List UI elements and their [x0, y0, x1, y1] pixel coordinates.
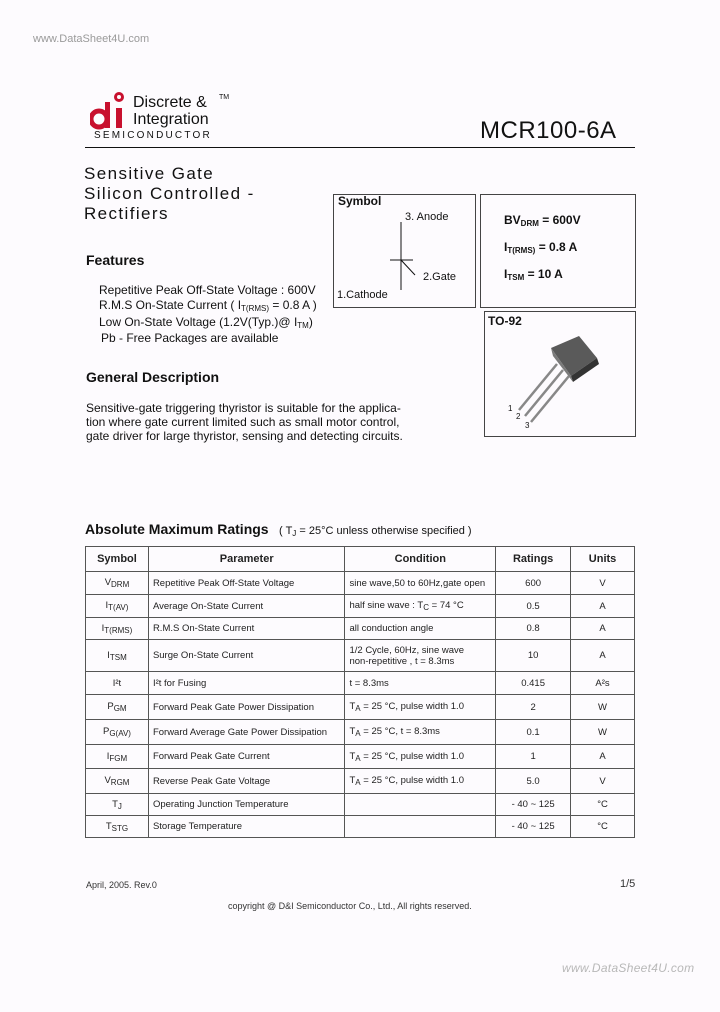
- logo-text-semiconductor: SEMICONDUCTOR: [94, 130, 212, 141]
- header-ratings: Ratings: [496, 547, 571, 572]
- unit-value: °C: [597, 821, 608, 832]
- symbol-sub: G(AV): [109, 729, 131, 738]
- symbol-anode-label: 3. Anode: [405, 211, 449, 223]
- condition-sub: A: [355, 704, 361, 713]
- general-description-line-2: tion where gate current limited such as small motor control,: [86, 415, 400, 429]
- title-line-1: Sensitive Gate: [84, 164, 215, 183]
- condition-post: = 74 °C: [431, 600, 464, 611]
- cell-parameter: [148, 769, 345, 794]
- ratings-note-post: = 25°C unless otherwise specified ): [299, 525, 472, 537]
- cell-unit: [571, 720, 635, 745]
- watermark-bottom: www.DataSheet4U.com: [562, 961, 695, 975]
- unit-value: A: [599, 751, 606, 762]
- cell-unit: [571, 618, 635, 640]
- parameter-text: Average On-State Current: [152, 600, 264, 612]
- rating-value: 0.5: [526, 600, 540, 612]
- unit-value: °C: [597, 799, 608, 810]
- unit-value: V: [599, 577, 606, 589]
- cell-condition: [345, 695, 496, 720]
- cell-symbol: [86, 816, 149, 838]
- unit-value: A: [599, 623, 606, 634]
- header-condition: Condition: [345, 547, 496, 572]
- cell-unit: [571, 672, 635, 695]
- logo-trademark: TM: [219, 94, 230, 101]
- cell-condition: [345, 640, 496, 672]
- cell-condition: [345, 672, 496, 695]
- cell-parameter: [148, 816, 345, 838]
- cell-condition: [345, 794, 496, 816]
- symbol-main: V: [104, 775, 111, 786]
- cell-rating: [496, 595, 571, 618]
- cell-unit: [571, 595, 635, 618]
- feature-item-4: Pb - Free Packages are available: [101, 331, 279, 345]
- symbol-sub: T(AV): [108, 603, 129, 612]
- unit-value: V: [599, 775, 606, 787]
- unit-value: A: [599, 650, 606, 661]
- spec-bvdrm-symbol: BV: [504, 213, 521, 227]
- rating-value: 0.8: [526, 623, 540, 634]
- symbol-main: P: [107, 701, 114, 712]
- condition-post: = 25 °C, t = 8.3ms: [363, 726, 440, 737]
- cell-rating: [496, 672, 571, 695]
- spec-itrms: [504, 240, 577, 255]
- feature-item-2-sub: T(RMS): [241, 304, 270, 313]
- cell-condition: [345, 595, 496, 618]
- symbol-main: I²t: [112, 677, 122, 689]
- table-row: [86, 595, 635, 618]
- rating-value: - 40 ~ 125: [511, 821, 555, 832]
- feature-item-2-text: R.M.S On-State Current ( I: [99, 298, 242, 312]
- parameter-text: Operating Junction Temperature: [152, 799, 289, 810]
- parameter-text: Forward Peak Gate Current: [152, 751, 270, 762]
- parameter-text: Surge On-State Current: [152, 650, 254, 661]
- general-description-line-1: Sensitive-gate triggering thyristor is suitable for the applica-: [86, 401, 401, 415]
- condition-post: = 25 °C, pulse width 1.0: [363, 701, 464, 712]
- package-title: TO-92: [488, 314, 522, 328]
- cell-rating: [496, 572, 571, 595]
- spec-itsm: [504, 267, 563, 282]
- cell-condition: [345, 720, 496, 745]
- symbol-sub: J: [117, 801, 122, 811]
- watermark-top: www.DataSheet4U.com: [33, 33, 150, 45]
- feature-item-1: Repetitive Peak Off-State Voltage : 600V: [99, 283, 316, 297]
- cell-symbol: [86, 595, 149, 618]
- cell-rating: [496, 816, 571, 838]
- symbol-main: P: [102, 726, 110, 737]
- table-row: [86, 695, 635, 720]
- table-row: [86, 745, 635, 769]
- features-heading: Features: [86, 252, 145, 268]
- cell-symbol: [86, 695, 149, 720]
- condition-sub: A: [355, 778, 361, 787]
- cell-condition: [345, 816, 496, 838]
- unit-value: A: [599, 600, 606, 612]
- symbol-main: I: [105, 600, 109, 611]
- cell-symbol: [86, 618, 149, 640]
- ratings-heading: Absolute Maximum Ratings: [85, 521, 269, 537]
- condition-text: T: [349, 750, 356, 762]
- rating-value: 5.0: [526, 775, 540, 787]
- title-line-2: Silicon Controlled -: [84, 184, 255, 203]
- feature-item-2: [99, 298, 317, 313]
- cell-condition: [345, 618, 496, 640]
- table-row: [86, 816, 635, 838]
- part-number: MCR100-6A: [480, 117, 617, 144]
- symbol-title: Symbol: [338, 194, 382, 208]
- cell-symbol: [86, 672, 149, 695]
- cell-symbol: [86, 720, 149, 745]
- cell-parameter: [148, 794, 345, 816]
- cell-condition: [345, 745, 496, 769]
- table-row: [86, 720, 635, 745]
- rating-value: 1: [530, 751, 536, 762]
- rating-value: 0.1: [526, 726, 540, 738]
- feature-item-3-post: ): [308, 315, 313, 329]
- rating-value: 0.415: [521, 677, 545, 689]
- rating-value: - 40 ~ 125: [511, 799, 555, 810]
- condition-sub: A: [355, 729, 361, 738]
- condition-text: sine wave,50 to 60Hz,gate open: [349, 577, 486, 589]
- cell-symbol: [86, 769, 149, 794]
- di-logo-icon: [90, 88, 130, 136]
- condition-text: all conduction angle: [349, 623, 434, 634]
- ratings-note-sub: J: [292, 529, 297, 538]
- cell-unit: [571, 745, 635, 769]
- table-row: [86, 769, 635, 794]
- cell-rating: [496, 618, 571, 640]
- spec-itsm-value: = 10 A: [527, 267, 563, 281]
- ratings-heading-row: [85, 521, 472, 539]
- parameter-text: R.M.S On-State Current: [152, 623, 255, 634]
- table-row: [86, 794, 635, 816]
- symbol-sub: DRM: [111, 580, 130, 589]
- to92-package-icon: [505, 330, 615, 430]
- title-line-3: Rectifiers: [84, 204, 169, 223]
- parameter-text: I²t for Fusing: [152, 677, 207, 689]
- spec-itrms-value: = 0.8 A: [538, 240, 578, 254]
- symbol-sub: GM: [113, 704, 127, 713]
- footer-copyright: copyright @ D&I Semiconductor Co., Ltd., All rights reserved.: [228, 901, 472, 911]
- parameter-text: Reverse Peak Gate Voltage: [152, 775, 271, 787]
- feature-item-3: [99, 315, 313, 330]
- cell-parameter: [148, 595, 345, 618]
- package-pin-2: 2: [516, 412, 521, 421]
- symbol-sub: FGM: [109, 753, 128, 763]
- condition-post: = 25 °C, pulse width 1.0: [363, 775, 464, 786]
- table-row: [86, 640, 635, 672]
- cell-rating: [496, 720, 571, 745]
- footer-date: April, 2005. Rev.0: [86, 880, 157, 890]
- cell-unit: [571, 695, 635, 720]
- cell-rating: [496, 794, 571, 816]
- condition-post: = 25 °C, pulse width 1.0: [363, 750, 464, 762]
- unit-value: W: [598, 726, 608, 738]
- spec-itsm-symbol: I: [504, 267, 508, 281]
- cell-parameter: [148, 618, 345, 640]
- symbol-sub: T(RMS): [104, 625, 133, 635]
- header-rule: [85, 147, 635, 148]
- cell-symbol: [86, 794, 149, 816]
- symbol-main: T: [105, 820, 112, 832]
- feature-item-3-sub: TM: [297, 321, 309, 330]
- feature-item-3-text: Low On-State Voltage (1.2V(Typ.)@ I: [99, 315, 298, 329]
- feature-item-2-post: = 0.8 A ): [272, 298, 317, 312]
- ratings-header-row: [86, 547, 635, 572]
- header-units: Units: [571, 547, 635, 572]
- spec-bvdrm: [504, 213, 581, 228]
- scr-symbol-icon: [380, 220, 430, 295]
- logo-text-integration: Integration: [133, 111, 209, 128]
- table-row: [86, 618, 635, 640]
- cell-condition: [345, 572, 496, 595]
- condition-text: half sine wave : T: [349, 600, 424, 611]
- cell-parameter: [148, 695, 345, 720]
- cell-parameter: [148, 640, 345, 672]
- footer-page: 1/5: [620, 878, 636, 890]
- symbol-main: I: [101, 622, 105, 634]
- spec-bvdrm-value: = 600V: [542, 213, 581, 227]
- table-row: [86, 572, 635, 595]
- spec-itsm-sub: TSM: [507, 273, 525, 282]
- ratings-note: [279, 525, 472, 537]
- cell-rating: [496, 640, 571, 672]
- condition-text: 1/2 Cycle, 60Hz, sine wave: [349, 644, 465, 656]
- general-description-heading: General Description: [86, 369, 220, 385]
- cell-symbol: [86, 640, 149, 672]
- rating-value: 10: [527, 650, 539, 661]
- table-row: [86, 672, 635, 695]
- symbol-sub: RGM: [110, 778, 130, 787]
- cell-unit: [571, 572, 635, 595]
- cell-unit: [571, 769, 635, 794]
- ratings-note-pre: ( T: [279, 525, 293, 537]
- symbol-cathode-label: 1.Cathode: [337, 289, 388, 301]
- condition-sub: A: [355, 753, 361, 763]
- parameter-text: Forward Average Gate Power Dissipation: [152, 726, 328, 738]
- symbol-gate-label: 2.Gate: [423, 271, 457, 283]
- symbol-main: I: [107, 649, 110, 661]
- cell-symbol: [86, 745, 149, 769]
- symbol-main: I: [106, 750, 110, 762]
- symbol-sub: TSM: [109, 652, 127, 662]
- spec-bvdrm-sub: DRM: [520, 219, 539, 228]
- cell-rating: [496, 695, 571, 720]
- spec-itrms-sub: T(RMS): [507, 246, 536, 255]
- cell-rating: [496, 769, 571, 794]
- header-symbol: Symbol: [86, 547, 149, 572]
- parameter-text: Forward Peak Gate Power Dissipation: [152, 701, 314, 713]
- header-parameter: Parameter: [148, 547, 345, 572]
- cell-condition: [345, 769, 496, 794]
- cell-unit: [571, 794, 635, 816]
- logo-text-discrete: Discrete &: [133, 94, 207, 111]
- cell-parameter: [148, 720, 345, 745]
- parameter-text: Storage Temperature: [152, 821, 243, 832]
- spec-itrms-symbol: I: [504, 240, 508, 254]
- cell-parameter: [148, 572, 345, 595]
- condition-text: T: [349, 775, 356, 786]
- cell-parameter: [148, 745, 345, 769]
- cell-rating: [496, 745, 571, 769]
- rating-value: 600: [525, 577, 542, 589]
- condition-sub: C: [423, 603, 430, 612]
- package-pin-3: 3: [525, 421, 530, 430]
- symbol-main: V: [104, 577, 112, 588]
- general-description-line-3: gate driver for large thyristor, sensing and detecting circuits.: [86, 429, 403, 443]
- symbol-sub: STG: [111, 823, 129, 833]
- unit-value: W: [598, 701, 608, 713]
- package-pin-1: 1: [508, 404, 513, 413]
- cell-unit: [571, 816, 635, 838]
- cell-parameter: [148, 672, 345, 695]
- ratings-table: [85, 546, 635, 838]
- unit-value: A²s: [595, 677, 610, 689]
- cell-unit: [571, 640, 635, 672]
- rating-value: 2: [530, 701, 536, 713]
- cell-symbol: [86, 572, 149, 595]
- symbol-main: T: [112, 798, 118, 810]
- parameter-text: Repetitive Peak Off-State Voltage: [152, 577, 295, 589]
- condition-text: t = 8.3ms: [349, 677, 389, 689]
- condition-text: T: [349, 701, 356, 712]
- condition-text: T: [349, 726, 356, 737]
- condition-text-2: non-repetitive , t = 8.3ms: [349, 655, 455, 667]
